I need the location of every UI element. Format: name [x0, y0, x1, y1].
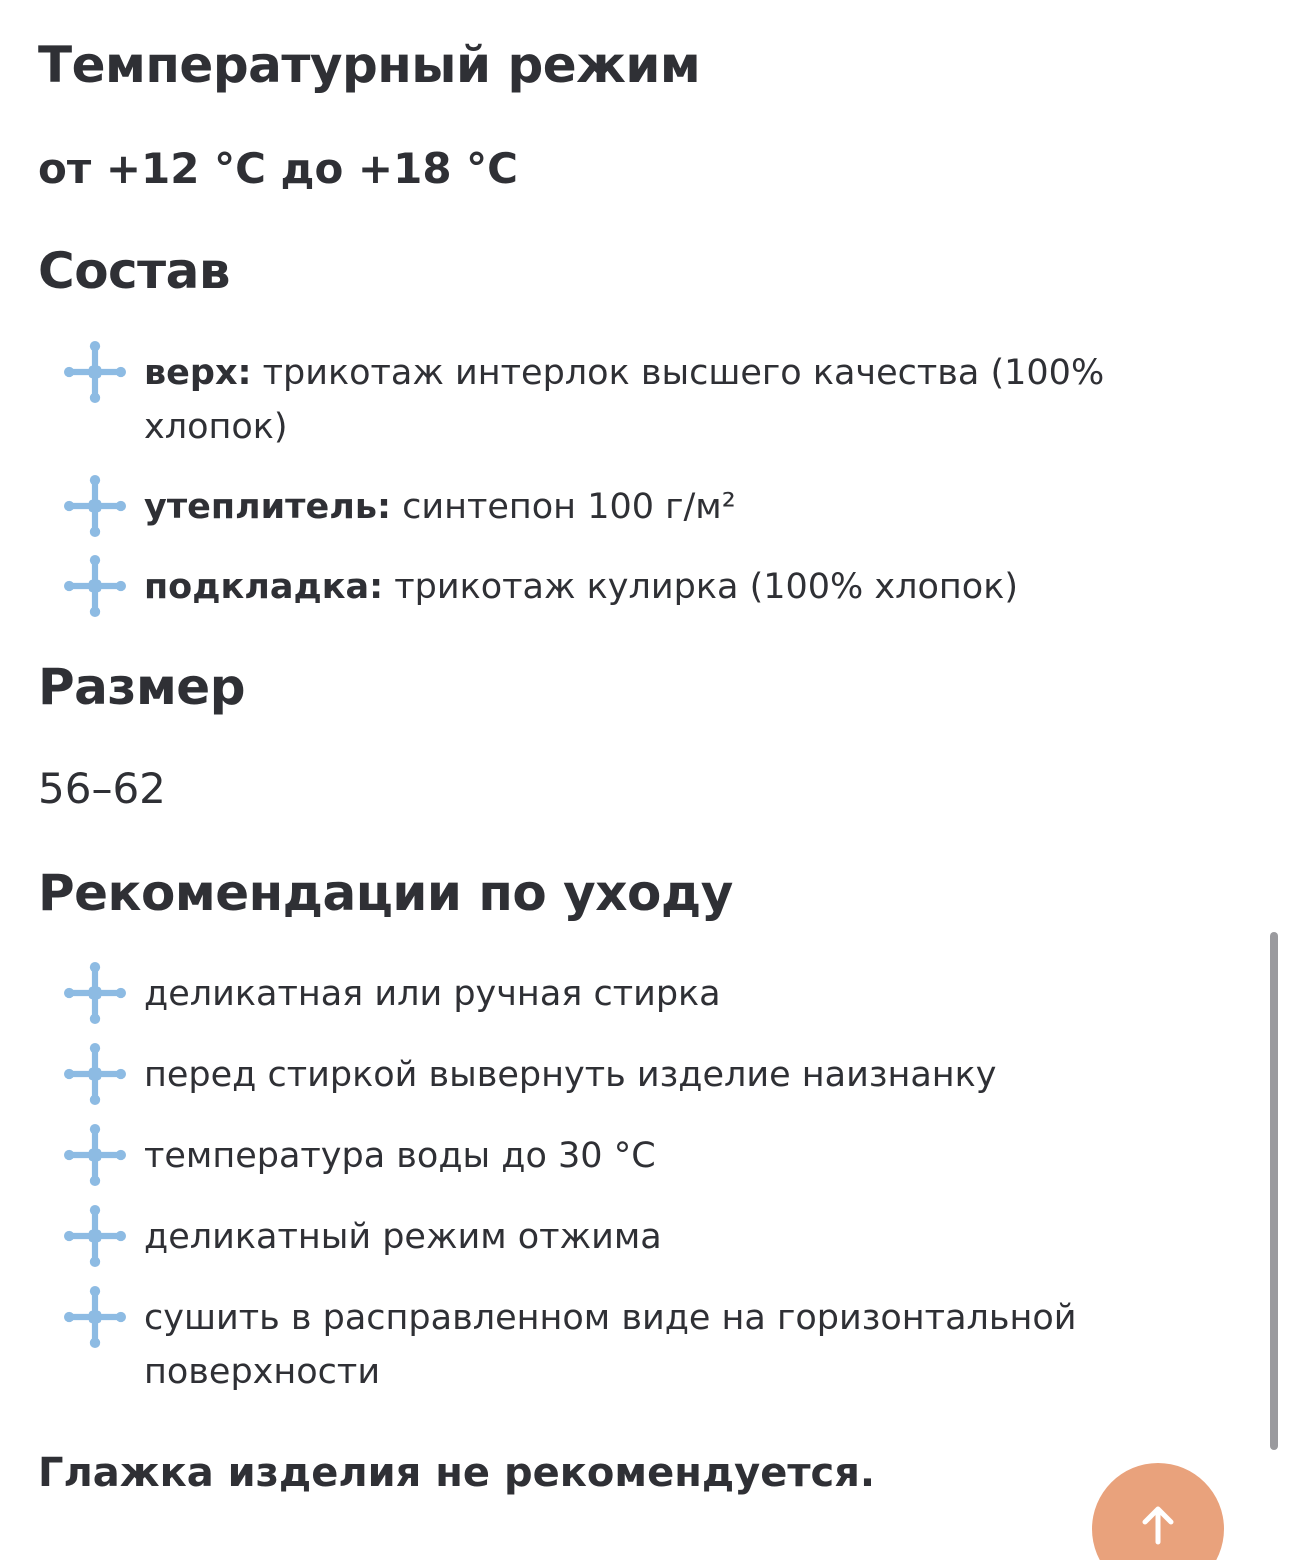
composition-list	[38, 346, 1218, 614]
composition-item-lining	[38, 560, 1138, 614]
composition-text: трикотаж кулирка (100% хлопок)	[383, 567, 1018, 607]
composition-key: верх:	[144, 353, 252, 393]
care-item-text: перед стиркой вывернуть изделие наизнанку	[144, 1055, 997, 1095]
care-item-text: температура воды до 30 °C	[144, 1136, 656, 1176]
care-item	[38, 967, 1138, 1021]
care-item-text: деликатный режим отжима	[144, 1217, 662, 1257]
care-item	[38, 1291, 1138, 1399]
composition-item-insulation	[38, 480, 1138, 534]
scrollbar[interactable]	[1270, 932, 1278, 1450]
scroll-to-top-button[interactable]	[1092, 1463, 1224, 1560]
composition-text: трикотаж интерлок высшего качества (100% хлопок)	[144, 353, 1105, 447]
temperature-value: от +12 °C до +18 °C	[38, 144, 519, 193]
care-item-text: деликатная или ручная стирка	[144, 974, 721, 1014]
snowflake-bullet-icon	[64, 962, 126, 1024]
snowflake-bullet-icon	[64, 341, 126, 403]
temperature-title: Температурный режим	[38, 36, 701, 94]
snowflake-bullet-icon	[64, 1286, 126, 1348]
care-title: Рекомендации по уходу	[38, 864, 733, 922]
care-item-text: сушить в расправленном виде на горизонтальной поверхности	[144, 1298, 1077, 1392]
care-item	[38, 1129, 1138, 1183]
composition-key: подкладка:	[144, 567, 384, 607]
snowflake-bullet-icon	[64, 1205, 126, 1267]
snowflake-bullet-icon	[64, 475, 126, 537]
care-list	[38, 967, 1218, 1399]
snowflake-bullet-icon	[64, 555, 126, 617]
care-item	[38, 1048, 1138, 1102]
composition-key: утеплитель:	[144, 487, 391, 527]
care-item	[38, 1210, 1138, 1264]
size-value: 56–62	[38, 764, 166, 813]
composition-item-top	[38, 346, 1138, 454]
composition-title: Состав	[38, 242, 231, 300]
snowflake-bullet-icon	[64, 1124, 126, 1186]
arrow-up-icon	[1141, 1505, 1175, 1545]
size-title: Размер	[38, 658, 246, 716]
composition-text: синтепон 100 г/м²	[390, 487, 736, 527]
ironing-note: Глажка изделия не рекомендуется.	[38, 1450, 876, 1496]
snowflake-bullet-icon	[64, 1043, 126, 1105]
